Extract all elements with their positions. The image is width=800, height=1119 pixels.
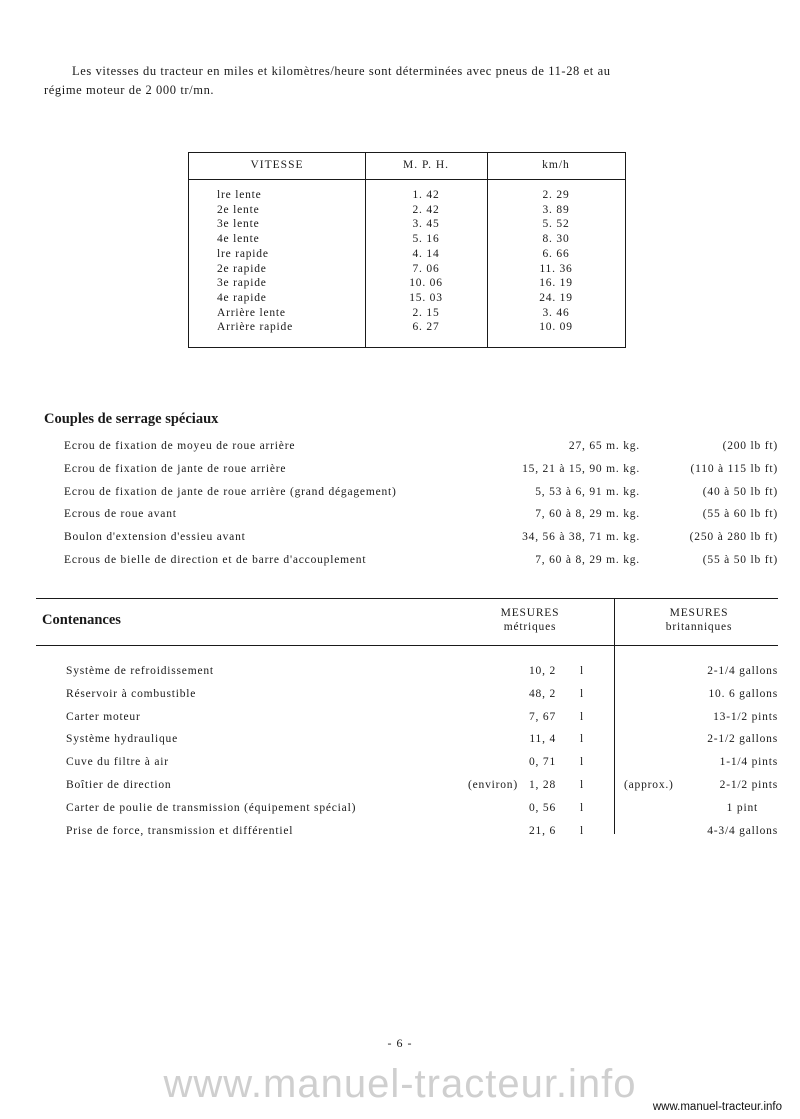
torque-brit: (250 à 280 lb ft) <box>689 531 778 544</box>
intro-line-2: régime moteur de 2 000 tr/mn. <box>44 83 215 97</box>
capacity-metric: 48, 2 <box>529 687 556 700</box>
mph-cell: 15. 03 <box>409 291 443 304</box>
mph-cell: 2. 42 <box>412 203 440 216</box>
torque-row <box>64 531 780 554</box>
gear-cell: 4e lente <box>217 233 260 246</box>
capacity-brit: 10. 6 gallons <box>708 687 778 700</box>
kmh-cell: 16. 19 <box>539 277 573 290</box>
metric-header-line1: MESURES <box>500 607 560 619</box>
mph-cell: 3. 45 <box>412 218 440 231</box>
capacity-unit: l <box>580 687 584 700</box>
mph-cell: 6. 27 <box>412 321 440 334</box>
capacity-brit-note: (approx.) <box>624 778 674 791</box>
kmh-cell: 6. 66 <box>542 247 570 260</box>
torque-row <box>64 508 780 531</box>
capacity-label: Système hydraulique <box>66 733 178 746</box>
brit-header <box>642 606 756 634</box>
torque-label: Ecrous de bielle de direction et de barre d'accouplement <box>64 553 367 566</box>
gear-cell: 3e rapide <box>217 277 267 290</box>
capacity-metric: 21, 6 <box>529 824 556 837</box>
mph-cell: 4. 14 <box>412 247 440 260</box>
capacity-unit: l <box>580 801 584 814</box>
gear-cell: 3e lente <box>217 218 260 231</box>
gear-cell: Arrière lente <box>217 306 286 319</box>
capacity-brit: 2-1/4 gallons <box>707 665 778 677</box>
gear-column <box>217 188 293 335</box>
capacities-top-rule <box>36 598 778 599</box>
kmh-cell: 11. 36 <box>539 262 573 275</box>
capacities-title: Contenances <box>42 612 121 628</box>
torque-label: Ecrou de fixation de jante de roue arrière <box>64 462 287 475</box>
capacity-metric: 0, 71 <box>529 756 556 769</box>
capacity-row <box>66 665 780 688</box>
kmh-cell: 8. 30 <box>542 233 570 246</box>
capacity-brit: 4-3/4 gallons <box>707 824 778 837</box>
kmh-cell: 5. 52 <box>542 218 570 231</box>
capacity-row <box>66 733 780 756</box>
mph-cell: 1. 42 <box>412 189 440 201</box>
torque-label: Ecrou de fixation de moyeu de roue arrière <box>64 440 296 452</box>
kmh-column <box>487 188 625 335</box>
torque-label: Ecrou de fixation de jante de roue arrière (grand dégagement) <box>64 485 397 498</box>
speed-table <box>188 152 626 348</box>
torque-brit: (40 à 50 lb ft) <box>702 485 778 498</box>
brit-header-line1: MESURES <box>669 607 729 619</box>
capacity-row <box>66 756 780 779</box>
header-vitesse: VITESSE <box>250 159 304 171</box>
torque-metric: 15, 21 à 15, 90 m. kg. <box>522 462 640 475</box>
mph-column <box>365 188 487 335</box>
capacity-label: Cuve du filtre à air <box>66 756 169 769</box>
kmh-cell: 10. 09 <box>539 321 573 334</box>
torque-row <box>64 440 780 463</box>
capacity-row <box>66 779 780 802</box>
capacity-unit: l <box>580 824 584 837</box>
capacity-note: (environ) <box>468 778 518 791</box>
capacity-unit: l <box>580 778 584 791</box>
torque-metric: 5, 53 à 6, 91 m. kg. <box>535 485 640 498</box>
mph-cell: 7. 06 <box>412 262 440 275</box>
capacity-metric: 0, 56 <box>529 801 556 814</box>
gear-cell: 4e rapide <box>217 291 267 304</box>
capacity-brit: 1-1/4 pints <box>719 756 778 769</box>
watermark: www.manuel-tracteur.info <box>163 1062 637 1106</box>
gear-cell: 2e lente <box>217 203 260 216</box>
page-number: - 6 - <box>387 1036 413 1050</box>
gear-cell: lre rapide <box>217 247 269 260</box>
capacity-metric: 1, 28 <box>529 778 556 791</box>
torque-brit: (200 lb ft) <box>722 440 778 452</box>
header-mph: M. P. H. <box>402 159 450 171</box>
brit-header-line2: britanniques <box>665 621 733 633</box>
kmh-cell: 3. 89 <box>542 203 570 216</box>
site-url-link[interactable]: www.manuel-tracteur.info <box>652 1101 782 1113</box>
capacity-unit: l <box>580 733 584 746</box>
torque-brit: (55 à 60 lb ft) <box>702 508 778 521</box>
torque-list <box>64 440 780 577</box>
metric-header <box>482 606 578 634</box>
torque-metric: 7, 60 à 8, 29 m. kg. <box>535 553 640 566</box>
torque-row <box>64 463 780 486</box>
capacity-label: Boîtier de direction <box>66 778 172 791</box>
capacity-label: Carter moteur <box>66 710 141 723</box>
metric-header-line2: métriques <box>503 621 557 633</box>
capacity-brit: 13-1/2 pints <box>713 710 778 723</box>
capacity-brit: 2-1/2 pints <box>719 778 778 791</box>
capacity-label: Système de refroidissement <box>66 665 214 677</box>
capacity-unit: l <box>580 756 584 769</box>
gear-cell: Arrière rapide <box>217 321 294 334</box>
gear-cell: lre lente <box>217 189 262 201</box>
capacity-unit: l <box>580 665 584 677</box>
torque-metric: 27, 65 m. kg. <box>568 440 640 452</box>
torque-brit: (110 à 115 lb ft) <box>690 462 778 475</box>
torque-metric: 7, 60 à 8, 29 m. kg. <box>535 508 640 521</box>
torque-metric: 34, 56 à 38, 71 m. kg. <box>522 531 640 544</box>
capacity-row <box>66 825 780 848</box>
torque-brit: (55 à 50 lb ft) <box>702 553 778 566</box>
torque-label: Ecrous de roue avant <box>64 508 177 521</box>
capacity-unit: l <box>580 710 584 723</box>
capacity-label: Prise de force, transmission et différentiel <box>66 824 294 837</box>
capacity-label: Réservoir à combustible <box>66 687 197 700</box>
capacity-label: Carter de poulie de transmission (équipement spécial) <box>66 801 357 814</box>
gear-cell: 2e rapide <box>217 262 267 275</box>
capacities-header-rule <box>36 645 778 646</box>
mph-cell: 2. 15 <box>412 306 440 319</box>
capacity-brit: 1 pint <box>726 801 758 814</box>
kmh-cell: 2. 29 <box>542 189 570 201</box>
capacity-row <box>66 711 780 734</box>
torque-row <box>64 554 780 577</box>
kmh-cell: 3. 46 <box>542 306 570 319</box>
capacity-row <box>66 802 780 825</box>
capacity-brit: 2-1/2 gallons <box>707 733 778 746</box>
intro-paragraph <box>44 62 784 100</box>
mph-cell: 10. 06 <box>409 277 443 290</box>
kmh-cell: 24. 19 <box>539 291 573 304</box>
mph-cell: 5. 16 <box>412 233 440 246</box>
capacities-list <box>66 665 780 847</box>
capacity-row <box>66 688 780 711</box>
torque-row <box>64 486 780 509</box>
torque-title: Couples de serrage spéciaux <box>44 411 219 427</box>
header-kmh: km/h <box>542 159 570 171</box>
intro-line-1: Les vitesses du tracteur en miles et kilomètres/heure sont déterminées avec pneus de 11-28 et au <box>72 64 611 78</box>
torque-label: Boulon d'extension d'essieu avant <box>64 531 246 544</box>
capacity-metric: 11, 4 <box>529 733 556 746</box>
capacity-metric: 7, 67 <box>529 710 556 723</box>
capacity-metric: 10, 2 <box>529 665 556 677</box>
